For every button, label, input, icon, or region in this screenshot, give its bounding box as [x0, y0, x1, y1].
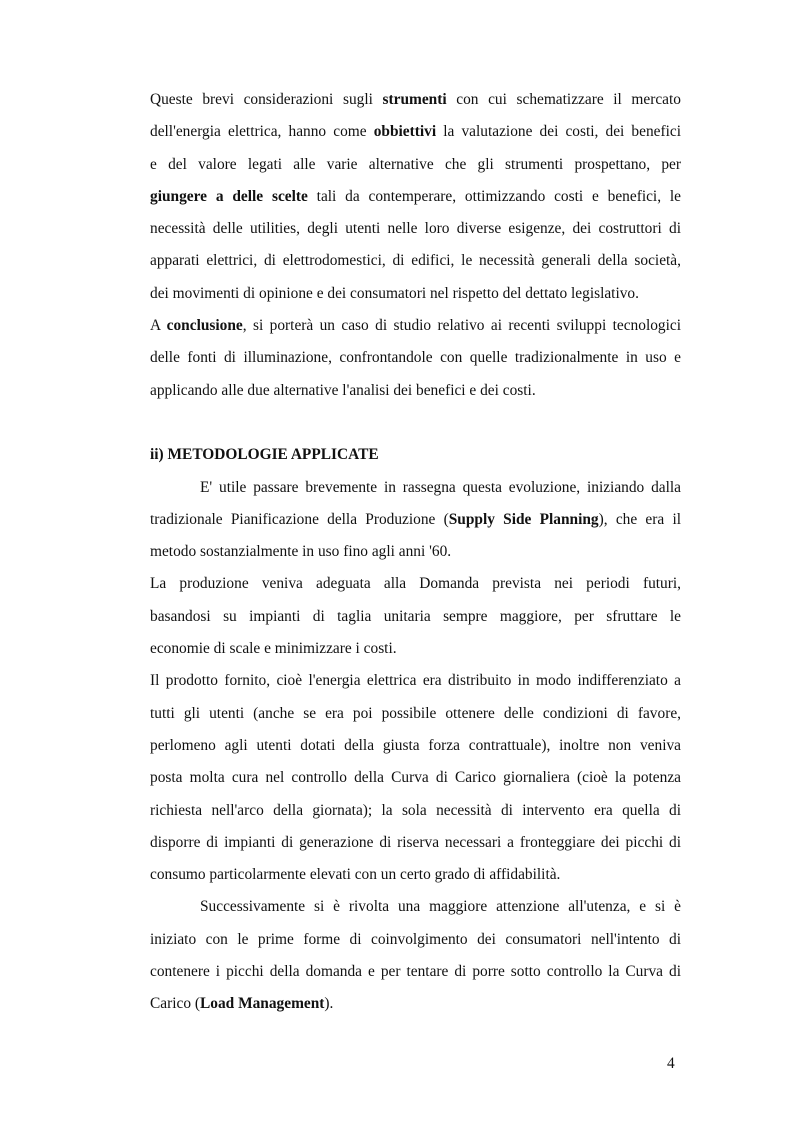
text-line: contenere i picchi della domanda e per tentare di porre sotto controllo la Curva di [150, 963, 681, 981]
text-line: iniziato con le prime forme di coinvolgimento dei consumatori nell'intento di [150, 930, 681, 948]
text-line: A conclusione, si porterà un caso di studio relativo ai recenti sviluppi tecnologici [150, 317, 681, 335]
paragraph [150, 665, 681, 891]
text-line: dell'energia elettrica, hanno come obbiettivi la valutazione dei costi, dei benefici [150, 123, 681, 141]
text-line: La produzione veniva adeguata alla Domanda prevista nei periodi futuri, [150, 575, 681, 593]
bold-term: conclusione [166, 317, 243, 335]
text-line: Successivamente si è rivolta una maggiore attenzione all'utenza, e si è [200, 898, 681, 916]
text-line: metodo sostanzialmente in uso fino agli anni '60. [150, 543, 452, 561]
bold-term: obbiettivi [373, 123, 437, 141]
text-line: dei movimenti di opinione e dei consumatori nel rispetto del dettato legislativo. [150, 284, 639, 302]
section-heading: ii) METODOLOGIE APPLICATE [150, 446, 379, 464]
text-line: necessità delle utilities, degli utenti nelle loro diverse esigenze, dei costruttori di [150, 220, 681, 238]
bold-term: giungere a delle scelte [150, 187, 308, 205]
text-line: e del valore legati alle varie alternative che gli strumenti prospettano, per [150, 155, 681, 173]
paragraph [150, 891, 681, 1020]
text-line: giungere a delle scelte tali da contemperare, ottimizzando costi e benefici, le [150, 187, 681, 205]
text-line: tutti gli utenti (anche se era poi possibile ottenere delle condizioni di favore, [150, 704, 681, 722]
text-line: economie di scale e minimizzare i costi. [150, 640, 397, 658]
text-line: basandosi su impianti di taglia unitaria sempre maggiore, per sfruttare le [150, 607, 681, 625]
text-line: applicando alle due alternative l'analisi dei benefici e dei costi. [150, 381, 536, 399]
bold-term: strumenti [382, 91, 447, 108]
text-line: consumo particolarmente elevati con un certo grado di affidabilità. [150, 866, 561, 884]
paragraph [150, 310, 681, 407]
bold-term: Supply Side Planning [448, 510, 599, 528]
paragraph [150, 84, 681, 310]
text-line: tradizionale Pianificazione della Produzione (Supply Side Planning), che era il [150, 510, 681, 528]
page-number: 4 [667, 1055, 675, 1072]
bold-term: Load Management [200, 995, 325, 1013]
text-line: perlomeno agli utenti dotati della giusta forza contrattuale), inoltre non veniva [150, 736, 681, 754]
paragraph [150, 568, 681, 665]
spacer [150, 407, 681, 439]
text-line: apparati elettrici, di elettrodomestici, di edifici, le necessità generali della società, [150, 252, 681, 270]
text-line: Il prodotto fornito, cioè l'energia elettrica era distribuito in modo indifferenziato a [150, 672, 681, 690]
text-line: posta molta cura nel controllo della Curva di Carico giornaliera (cioè la potenza [150, 769, 681, 787]
text-line: richiesta nell'arco della giornata); la sola necessità di intervento era quella di [150, 801, 681, 819]
text-line: disporre di impianti di generazione di riserva necessari a fronteggiare dei picchi di [150, 833, 681, 851]
text-line: E' utile passare brevemente in rassegna questa evoluzione, iniziando dalla [200, 478, 681, 496]
paragraph [150, 472, 681, 569]
text-line: delle fonti di illuminazione, confrontandole con quelle tradizionalmente in uso e [150, 349, 681, 367]
text-line: Carico (Load Management). [150, 995, 334, 1013]
document-page [150, 84, 681, 1021]
text-line: Queste brevi considerazioni sugli strumenti con cui schematizzare il mercato [150, 91, 681, 108]
